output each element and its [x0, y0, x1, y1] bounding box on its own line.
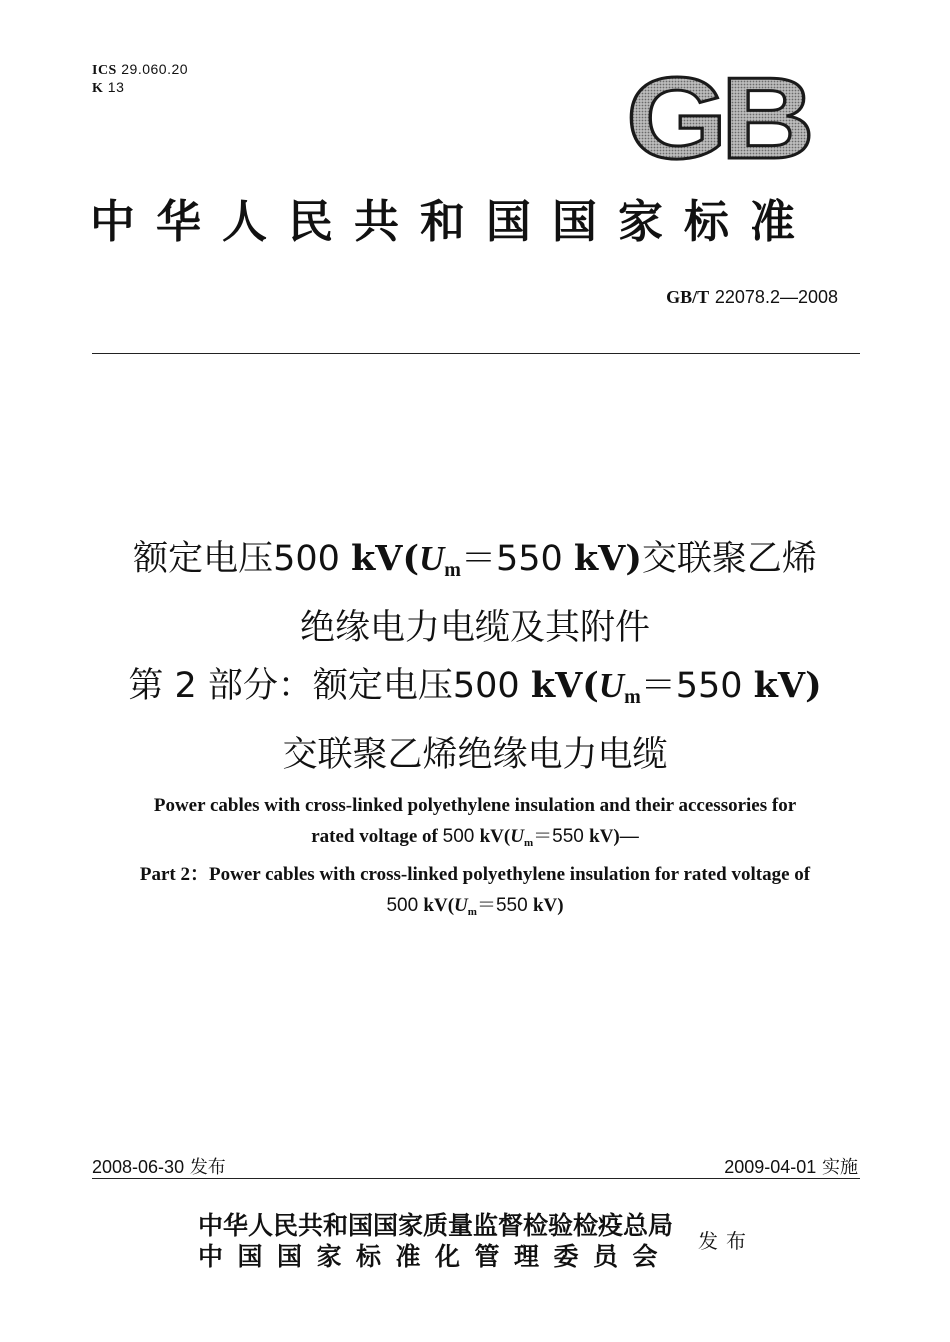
- implementation-date-label: 实施: [822, 1157, 858, 1178]
- en-title-4-c: U: [454, 895, 468, 916]
- en-title-line-2: [0, 821, 950, 859]
- issue-date: [92, 1153, 226, 1179]
- standard-code: 22078.2—2008: [714, 287, 838, 307]
- cn-title-1-h: 交联聚乙烯: [641, 539, 817, 579]
- english-title: [0, 790, 950, 928]
- en-title-4-b: kV(: [423, 895, 455, 916]
- bottom-divider: [92, 1178, 860, 1179]
- cn-title-3-a: 第 2 部分：额定电压: [128, 666, 453, 706]
- en-title-line-3: Part 2：Power cables with cross-linked polyethylene insulation for rated voltage of: [139, 864, 811, 885]
- cn-title-1-d: U: [419, 539, 445, 578]
- gb-logo: [620, 68, 815, 166]
- cn-title-line-4: 交联聚乙烯绝缘电力电缆: [282, 735, 668, 775]
- en-title-line-4: [0, 890, 950, 928]
- cn-title-1-e: m: [444, 559, 461, 581]
- cn-title-3-g: kV): [753, 665, 822, 706]
- issuing-authorities: [198, 1210, 673, 1272]
- implementation-date-value: 2009-04-01: [724, 1157, 817, 1177]
- issuer-line-2: 中国国家标准化管理委员会: [198, 1242, 673, 1271]
- en-title-2-f: ＝550: [533, 826, 590, 847]
- cn-title-1-g: kV): [573, 538, 642, 579]
- implementation-date: [724, 1153, 858, 1179]
- ics-code-line: [92, 61, 188, 79]
- en-title-2-d: U: [510, 826, 524, 847]
- cn-title-1-c: kV(: [351, 538, 420, 579]
- standard-prefix: GB/T: [666, 287, 710, 307]
- issue-date-value: 2008-06-30: [92, 1157, 185, 1177]
- cn-title-3-f: ＝550: [640, 666, 754, 706]
- en-title-2-c: kV(: [479, 826, 511, 847]
- en-title-4-a: 500: [386, 895, 424, 916]
- cn-title-3-d: U: [598, 666, 625, 705]
- gb-logo-text: GB: [626, 68, 810, 166]
- ccs-code-line: [92, 79, 188, 97]
- en-title-line-1: Power cables with cross-linked polyethylene insulation and their accessories for: [153, 795, 797, 816]
- en-title-2-g: kV)—: [589, 826, 639, 847]
- cn-title-1-f: ＝550: [460, 539, 574, 579]
- cn-title-line-3: [0, 657, 950, 726]
- ics-label: ICS: [92, 63, 117, 78]
- cn-title-3-c: kV(: [530, 665, 599, 706]
- classification-codes: [92, 61, 188, 97]
- cn-title-line-1: [0, 530, 950, 599]
- en-title-4-e: ＝550: [476, 895, 533, 916]
- cn-title-1-a: 额定电压: [133, 539, 274, 579]
- national-standard-heading: 中华人民共和国国家标准: [90, 195, 817, 248]
- cn-title-3-e: m: [624, 686, 641, 708]
- en-title-2-b: 500: [442, 826, 480, 847]
- top-divider: [92, 353, 860, 354]
- chinese-title: [0, 530, 950, 784]
- ccs-label: K: [92, 81, 104, 96]
- ccs-code: 13: [107, 79, 125, 95]
- cn-title-3-b: 500: [452, 666, 531, 706]
- en-title-2-a: rated voltage of: [311, 826, 443, 847]
- ics-code: 29.060.20: [121, 61, 189, 77]
- en-title-2-e: m: [523, 837, 534, 849]
- issued-by-label: 发布: [698, 1229, 754, 1253]
- issuer-line-1: 中华人民共和国国家质量监督检验检疫总局: [198, 1211, 674, 1240]
- cn-title-line-2: 绝缘电力电缆及其附件: [299, 608, 650, 648]
- issue-date-label: 发布: [189, 1157, 226, 1178]
- standard-number: [666, 287, 838, 308]
- en-title-4-f: kV): [532, 895, 564, 916]
- cn-title-1-b: 500: [273, 539, 352, 579]
- en-title-4-d: m: [467, 906, 477, 918]
